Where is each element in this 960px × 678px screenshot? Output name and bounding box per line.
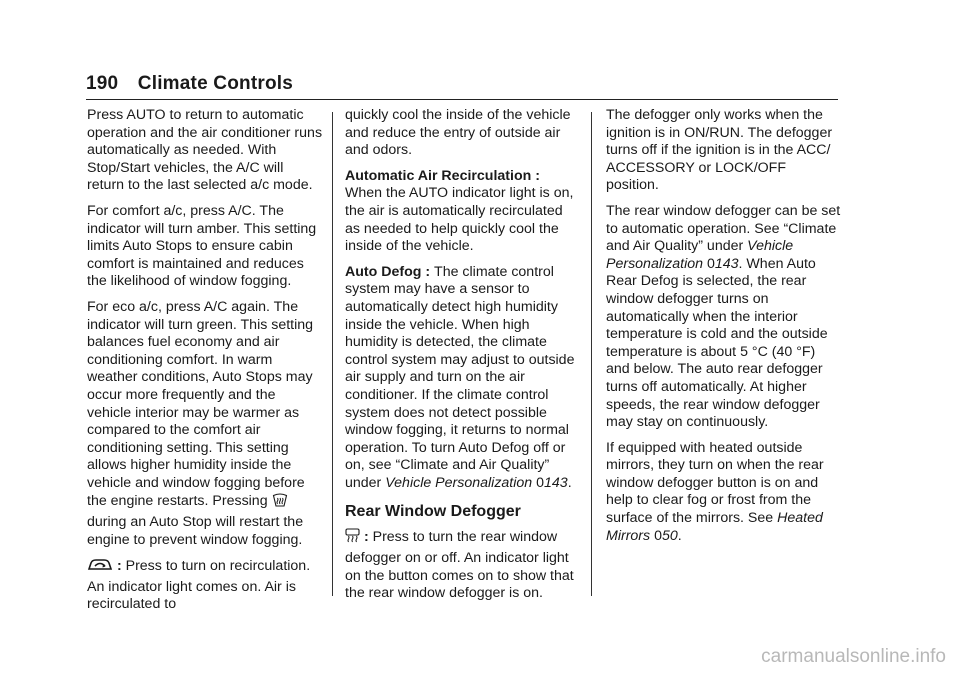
page-number: 190 <box>86 73 119 94</box>
paragraph-auto-rear-defog <box>606 203 842 432</box>
page-ref-arrow-icon: 0 <box>536 474 545 491</box>
recirculation-colon: : <box>113 558 126 575</box>
watermark: carmanualsonline.info <box>761 646 946 667</box>
auto-rear-defog-text: The rear window defogger can be set to automatic operation. See “Climate and Air Quality” under <box>606 202 841 255</box>
heated-mirrors-reference[interactable]: Heated Mirrors <box>606 510 823 544</box>
column-divider-1 <box>332 112 333 596</box>
page-ref-arrow-icon: 0 <box>706 255 715 272</box>
paragraph-auto-defog <box>345 264 581 493</box>
auto-rear-defog-text-end: . When Auto Rear Defog is selected, the rear window defogger turns on automatically when the interior temperature is cold and the outside temperature is about 5 °C (40 °F) and below. The auto rear defogger turns off automatically. At higher speeds, the rear window defogger may stay on continuously. <box>606 255 828 431</box>
auto-defog-label: Auto Defog : <box>345 263 435 280</box>
paragraph-eco-ac <box>87 299 323 549</box>
eco-ac-text: For eco a/c, press A/C again. The indicator will turn green. This setting balances fuel economy and air conditioning comfort. In warm weather conditions, Auto Stops may occur more frequently and the vehicle interior may be warmer as compared to the comfort air conditioning setting. This setting allows higher humidity inside the vehicle and window fogging before the engine restarts. Pressing <box>87 298 314 510</box>
auto-defog-ref-page[interactable]: 143 <box>544 474 568 491</box>
windshield-defrost-icon <box>272 492 288 514</box>
auto-recirc-label: Automatic Air Recirculation : <box>345 167 540 184</box>
column-divider-2 <box>591 112 592 596</box>
paragraph-defogger-ignition: The defogger only works when the ignition is in ON/RUN. The defogger turns off if the ignition is in the ACC/ ACCESSORY or LOCK/OFF position. <box>606 107 833 194</box>
column-2 <box>345 107 581 611</box>
paragraph-comfort-ac: For comfort a/c, press A/C. The indicator will turn amber. This setting limits Auto Stops to ensure cabin comfort is maintained and reduces the likelihood of window fogging. <box>87 202 317 290</box>
recirculation-text: Press to turn on recirculation. An indicator light comes on. Air is recirculated to <box>87 558 311 613</box>
page-header <box>86 73 293 95</box>
auto-recirc-text: When the AUTO indicator light is on, the air is automatically recirculated as needed to help quickly cool the inside of the vehicle. <box>345 185 574 255</box>
header-rule <box>86 99 838 100</box>
rear-defog-colon: : <box>360 529 373 546</box>
auto-rear-defog-ref-page[interactable]: 143 <box>714 255 739 272</box>
paragraph-auto: Press AUTO to return to automatic operation and the air conditioner runs automatically as needed. With Stop/Start vehicles, the A/C will return to the last selected a/c mode. <box>87 107 323 194</box>
paragraph-recirculation <box>87 557 323 614</box>
paragraph-heated-mirrors <box>606 440 842 546</box>
rear-defog-icon <box>345 528 360 550</box>
column-3 <box>606 107 842 553</box>
paragraph-recirc-continued: quickly cool the inside of the vehicle and reduce the entry of outside air and odors. <box>345 107 571 159</box>
heated-mirrors-ref-page[interactable]: 50 <box>661 527 678 544</box>
auto-defog-reference[interactable]: Vehicle Personalization <box>385 474 533 491</box>
auto-defog-text: The climate control system may have a sensor to automatically detect high humidity inside the vehicle. When high humidity is detected, the climate control system may adjust to outside air supply and turn on the air conditioner. If the climate control system does not detect possible window fogging, it returns to normal operation. To turn Auto Defog off or on, see “Climate and Air Quality” under <box>345 263 575 491</box>
rear-defog-text: Press to turn the rear window defogger on or off. An indicator light on the button comes on to show that the rear window defogger is on. <box>345 529 574 602</box>
eco-ac-text-end: during an Auto Stop will restart the engine to prevent window fogging. <box>87 514 304 548</box>
heated-mirrors-period: . <box>677 527 682 544</box>
paragraph-rear-defog <box>345 528 581 602</box>
auto-rear-defog-reference[interactable]: Vehicle Personalization <box>606 238 794 272</box>
rear-window-defogger-heading: Rear Window Defogger <box>345 503 521 521</box>
section-title: Climate Controls <box>137 73 294 94</box>
page-ref-arrow-icon: 0 <box>654 527 662 544</box>
paragraph-auto-recirc <box>345 168 581 256</box>
heated-mirrors-text: If equipped with heated outside mirrors, they turn on when the rear window defogger button is on and help to clear fog or frost from the surface of the mirrors. See <box>606 439 824 527</box>
recirculation-icon <box>87 557 113 579</box>
auto-defog-period: . <box>567 474 572 491</box>
column-1 <box>87 107 323 622</box>
